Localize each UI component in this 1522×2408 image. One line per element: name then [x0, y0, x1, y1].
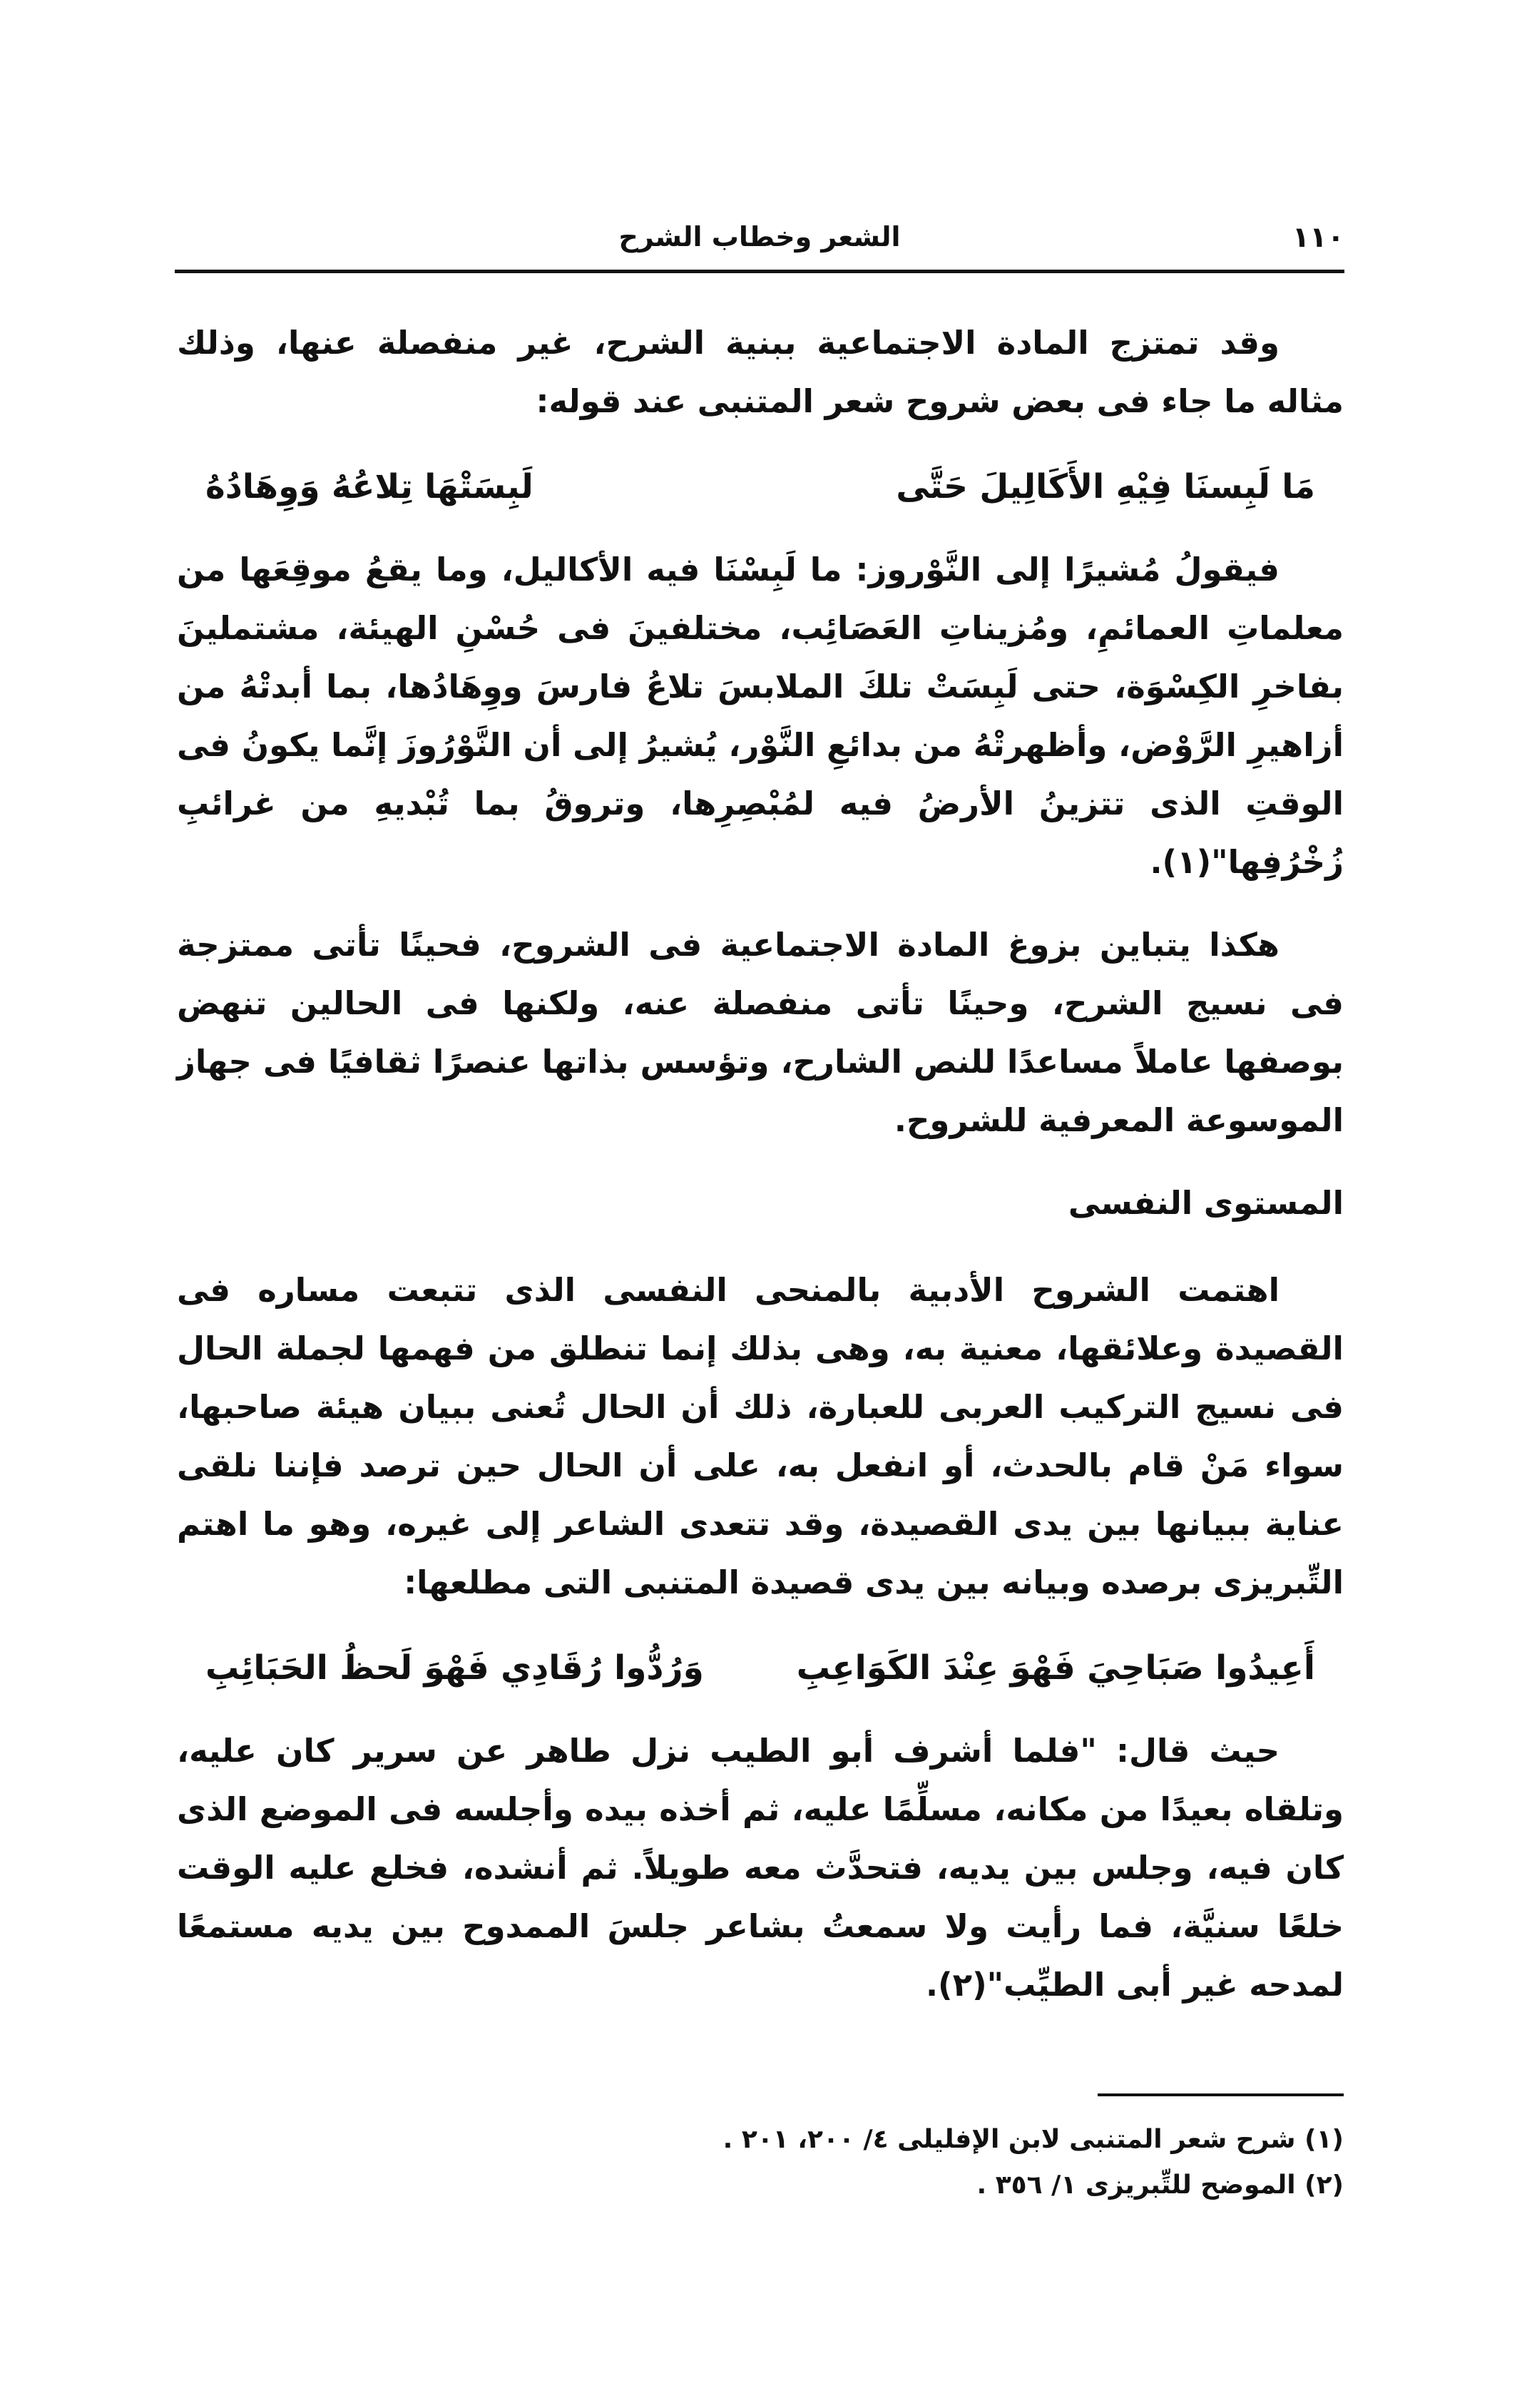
verse-1-first-hemistich: مَا لَبِسنَا فِيْهِ الأَكَالِيلَ حَتَّى: [896, 467, 1315, 506]
verse-1: [205, 455, 1315, 519]
verse-2-first-hemistich: أَعِيدُوا صَبَاحِيَ فَهْوَ عِنْدَ الكَوَاعِبِ: [796, 1648, 1315, 1688]
footnote-1: (١) شرح شعر المتنبى لابن الإفليلى ٤/ ٢٠٠، ٢٠١ .: [722, 2125, 1344, 2154]
paragraph-2: فيقولُ مُشيرًا إلى النَّوْروز: ما لَبِسْنَا فيه الأكاليل، وما يقعُ موقِعَها من معلماتِ العمائمِ، ومُزيناتِ العَصَائِب، مختلفينَ فى حُسْنِ الهيئة، مشتملينَ بفاخرِ الكِسْوَة، حتى لَبِسَتْ تلكَ الملابسَ تلاعُ فارسَ ووِهَادُها، بما أبدتْهُ من أزاهيرِ الرَّوْض، وأظهرتْهُ من بدائعِ النَّوْر، يُشيرُ إلى أن النَّوْرُوزَ إنَّما يكونُ فى الوقتِ الذى تتزينُ الأرضُ فيه لمُبْصِرِها، وتروقُ بما تُبْديهِ من غرائبِ زُخْرُفِها"(١).: [177, 551, 1344, 881]
paragraph-1: وقد تمتزج المادة الاجتماعية ببنية الشرح، غير منفصلة عنها، وذلك مثاله ما جاء فى بعض شروح شعر المتنبى عند قوله:: [177, 324, 1344, 420]
page-number: ١١٠: [1292, 221, 1344, 254]
footnote-rule: [1098, 2093, 1344, 2096]
paragraph-3: هكذا يتباين بزوغ المادة الاجتماعية فى الشروح، فحينًا تأتى ممتزجة فى نسيج الشرح، وحينًا تأتى منفصلة عنه، ولكنها فى الحالين تنهض بوصفها عاملاً مساعدًا للنص الشارح، وتؤسس بذاتها عنصرًا ثقافيًا فى جهاز الموسوعة المعرفية للشروح.: [177, 926, 1344, 1139]
footnotes: [630, 2117, 1344, 2208]
main-text: [177, 314, 1344, 2039]
header-rule: [175, 270, 1344, 273]
footnote-2: (٢) الموضح للتِّبريزى ١/ ٣٥٦ .: [976, 2170, 1344, 2200]
running-title: الشعر وخطاب الشرح: [618, 221, 901, 252]
verse-1-second-hemistich: لَبِسَتْهَا تِلاعُهُ وَوِهَادُهُ: [205, 467, 533, 506]
verse-2-second-hemistich: وَرُدُّوا رُقَادِي فَهْوَ لَحظُ الحَبَائِبِ: [205, 1648, 704, 1688]
page-header: [175, 214, 1344, 271]
paragraph-4: اهتمت الشروح الأدبية بالمنحى النفسى الذى تتبعت مساره فى القصيدة وعلائقها، معنية به، وهى بذلك إنما تنطلق من فهمها لجملة الحال فى نسيج التركيب العربى للعبارة، ذلك أن الحال تُعنى ببيان هيئة صاحبها، سواء مَنْ قام بالحدث، أو انفعل به، على أن الحال حين ترصد فإننا نلقى عناية ببيانها بين يدى القصيدة، وقد تتعدى الشاعر إلى غيره، وهو ما اهتم التِّبريزى برصده وبيانه بين يدى قصيدة المتنبى التى مطلعها:: [177, 1271, 1344, 1601]
verse-2: [205, 1636, 1315, 1700]
paragraph-5: حيث قال: "فلما أشرف أبو الطيب نزل طاهر عن سرير كان عليه، وتلقاه بعيدًا من مكانه، مسلِّمًا عليه، ثم أخذه بيده وأجلسه فى الموضع الذى كان فيه، وجلس بين يديه، فتحدَّث معه طويلاً. ثم أنشده، فخلع عليه الوقت خلعًا سنيَّة، فما رأيت ولا سمعتُ بشاعر جلسَ الممدوح بين يديه مستمعًا لمدحه غير أبى الطيِّب"(٢).: [177, 1732, 1344, 2004]
section-heading: المستوى النفسى: [1068, 1184, 1344, 1222]
